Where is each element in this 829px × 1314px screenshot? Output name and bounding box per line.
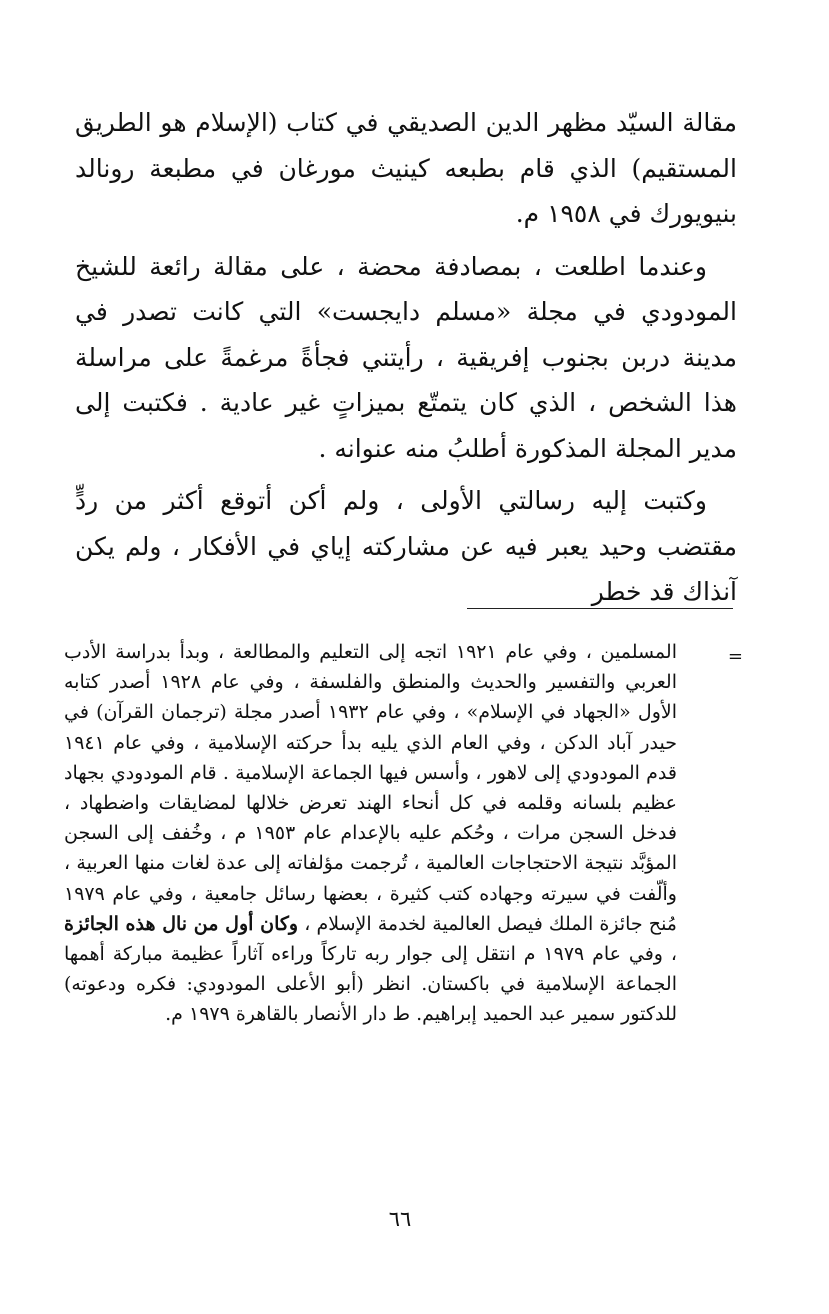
footnote-text-part1: المسلمين ، وفي عام ١٩٢١ اتجه إلى التعليم والمطالعة ، وبدأ بدراسة الأدب العربي والتفسير والحديث والمنطق والفلسفة ، وفي عام ١٩٢٨ أصدر كتابه الأول «الجهاد في الإسلام» ، وفي عام ١٩٣٢ أصدر مجلة (ترجمان القرآن) في حيدر آباد الدكن ، وفي العام الذي يليه بدأ حركته الإسلامية ، وفي عام ١٩٤١ قدم المودودي إلى لاهور ، وأسس فيها الجماعة الإسلامية . قام المودودي بجهاد عظيم بلسانه وقلمه في كل أنحاء الهند تعرض خلالها لمضايقات واضطهاد ، فدخل السجن مرات ، وحُكم عليه بالإعدام عام ١٩٥٣ م ، وخُفف إلى السجن المؤبَّد نتيجة الاحتجاجات العالمية ، تُرجمت مؤلفاته إلى عدة لغات منها العربية ، وألّفت في سيرته وجهاده كتب كثيرة ، بعضها رسائل جامعية ، وفي عام ١٩٧٩ مُنح جائزة الملك فيصل العالمية لخدمة الإسلام ،	[64, 641, 677, 935]
main-body-text	[75, 100, 737, 615]
footnote-text	[64, 637, 677, 1030]
paragraph-2: وعندما اطلعت ، بمصادفة محضة ، على مقالة رائعة للشيخ المودودي في مجلة «مسلم دايجست» التي كانت تصدر في مدينة دربن بجنوب إفريقية ، رأيتني فجأةً مرغمةً على مراسلة هذا الشخص ، الذي كان يتمتّع بميزاتٍ غير عادية . فكتبت إلى مدير المجلة المذكورة أطلبُ منه عنوانه .	[75, 251, 737, 463]
footnote-separator	[467, 608, 733, 609]
paragraph-1: مقالة السيّد مظهر الدين الصديقي في كتاب (الإسلام هو الطريق المستقيم) الذي قام بطبعه كينيث مورغان في مطبعة رونالد بنيويورك في ١٩٥٨ م.	[75, 108, 737, 228]
footnote-continuation-marker: =	[727, 646, 743, 667]
paragraph-3: وكتبت إليه رسالتي الأولى ، ولم أكن أتوقع أكثر من ردٍّ مقتضب وحيد يعبر فيه عن مشاركته إياي في الأفكار ، ولم يكن آنذاك قد خطر	[75, 486, 737, 606]
page-number: ٦٦	[388, 1207, 412, 1231]
footnote-bold-phrase: وكان أول من نال هذه الجائزة	[64, 912, 299, 935]
footnote-text-part2: ، وفي عام ١٩٧٩ م انتقل إلى جوار ربه تاركاً وراءه آثاراً عظيمة مباركة أهمها الجماعة الإسلامية في باكستان. انظر (أبو الأعلى المودودي: فكره ودعوته) للدكتور سمير عبد الحميد إبراهيم. ط دار الأنصار بالقاهرة ١٩٧٩ م.	[64, 943, 677, 1026]
